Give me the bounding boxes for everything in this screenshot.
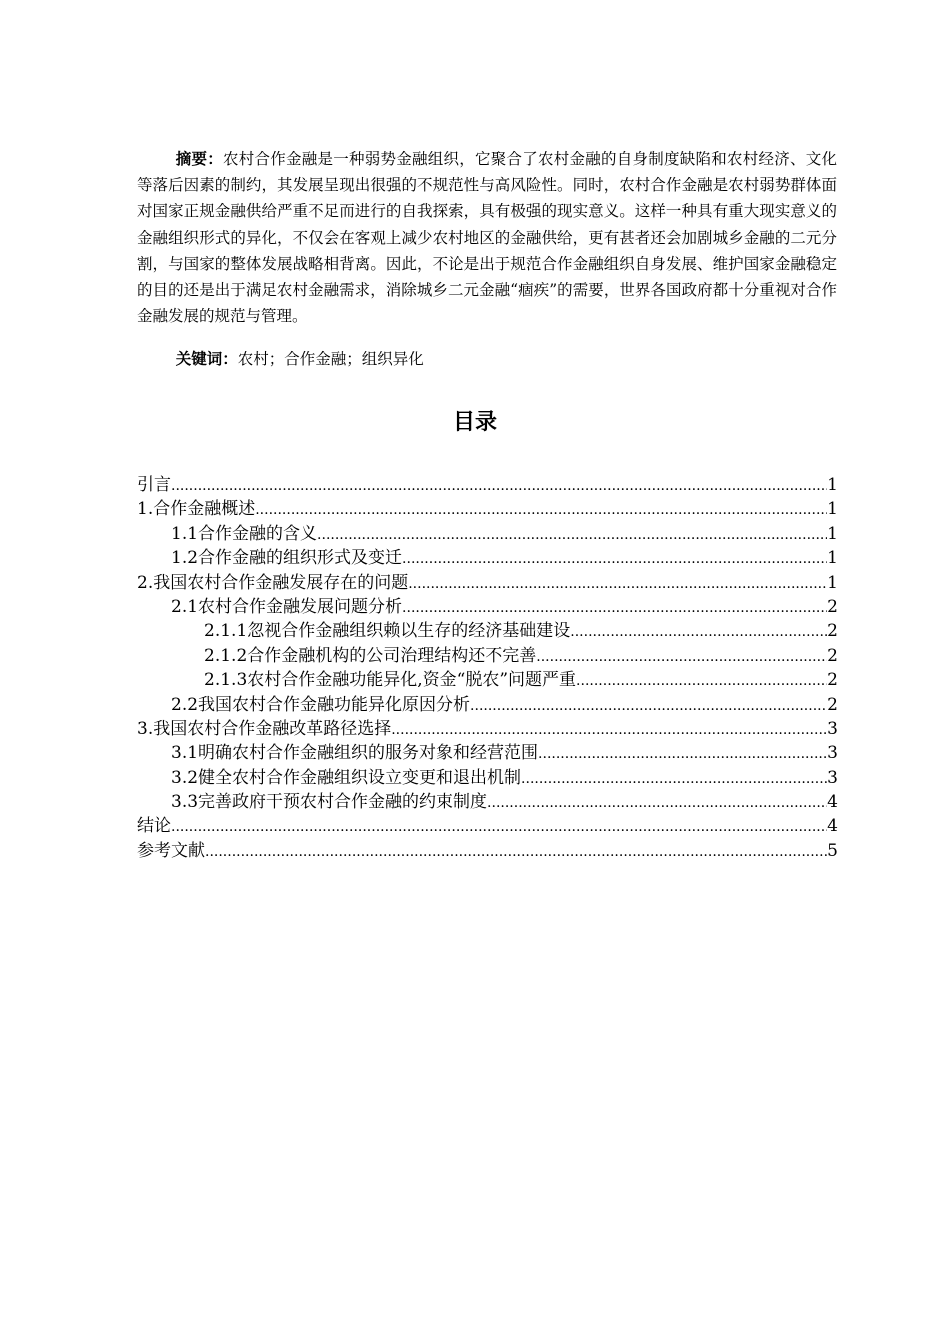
toc-entry-text[interactable]: 结论 <box>137 816 171 837</box>
toc-entry-text[interactable]: 2.1.1忽视合作金融组织赖以生存的经济基础建设 <box>204 621 571 642</box>
toc-entry-text[interactable]: 1.2合作金融的组织形式及变迁 <box>171 548 403 569</box>
abstract-label: 摘要： <box>175 149 223 168</box>
toc-entry-text[interactable]: 1.合作金融概述 <box>137 499 256 520</box>
toc-entry-page: 4 <box>827 816 838 837</box>
toc-leader <box>255 498 827 522</box>
toc-leader <box>205 840 827 864</box>
toc-entry[interactable] <box>137 668 838 692</box>
keywords-text: 农村；合作金融；组织异化 <box>237 350 424 368</box>
toc-entry-text[interactable]: 2.1.3农村合作金融功能异化,资金“脱农”问题严重 <box>204 670 577 691</box>
toc-entry-text[interactable]: 3.2健全农村合作金融组织设立变更和退出机制 <box>171 767 522 788</box>
toc-entry-text[interactable]: 3.3完善政府干预农村合作金融的约束制度 <box>171 792 488 813</box>
toc-leader <box>408 572 827 596</box>
toc-entry-page: 2 <box>827 621 838 642</box>
toc-leader <box>570 620 827 644</box>
toc-entry-text[interactable]: 3.我国农村合作金融改革路径选择 <box>137 718 392 739</box>
toc-leader <box>538 742 827 766</box>
toc-entry[interactable] <box>137 497 838 521</box>
toc-entry[interactable] <box>137 546 838 570</box>
toc-leader <box>470 694 827 718</box>
toc-entry[interactable] <box>137 522 838 546</box>
abstract-text: 农村合作金融是一种弱势金融组织，它聚合了农村金融的自身制度缺陷和农村经济、文化等落后因素的制约，其发展呈现出很强的不规范性与高风险性。同时，农村合作金融是农村弱势群体面对国家正规金融供给严重不足而进行的自我探索，具有极强的现实意义。这样一种具有重大现实意义的金融组织形式的异化，不仅会在客观上减少农村地区的金融供给，更有甚者还会加剧城乡金融的二元分割，与国家的整体发展战略相背离。因此，不论是出于规范合作金融组织自身发展、维护国家金融稳定的目的还是出于满足农村金融需求，消除城乡二元金融“痼疾”的需要，世界各国政府都十分重视对合作金融发展的规范与管理。 <box>137 150 837 326</box>
toc-entry-page: 1 <box>827 475 838 495</box>
toc-entry[interactable] <box>137 644 838 668</box>
toc-entry-page: 2 <box>827 596 838 617</box>
toc-entry[interactable] <box>137 619 838 643</box>
toc-leader <box>391 718 827 742</box>
toc-leader <box>576 669 827 693</box>
toc-entry-page: 1 <box>827 548 838 569</box>
toc-entry[interactable] <box>137 473 838 497</box>
toc-entry[interactable] <box>137 790 838 814</box>
toc-entry[interactable] <box>137 571 838 595</box>
toc-entry-text[interactable]: 3.1明确农村合作金融组织的服务对象和经营范围 <box>171 743 539 764</box>
toc-entry[interactable] <box>137 814 838 838</box>
table-of-contents <box>137 473 838 863</box>
toc-entry-page: 1 <box>827 523 838 544</box>
toc-entry-page: 2 <box>827 645 838 666</box>
toc-entry-page: 2 <box>827 694 838 715</box>
toc-entry[interactable] <box>137 693 838 717</box>
abstract-paragraph <box>137 146 837 329</box>
toc-title: 目录 <box>452 409 497 435</box>
toc-entry-page: 3 <box>827 718 838 739</box>
toc-leader <box>171 815 827 839</box>
toc-leader <box>536 645 827 669</box>
toc-entry-page: 3 <box>827 743 838 764</box>
keywords-line <box>137 346 837 372</box>
toc-entry-page: 1 <box>827 572 838 593</box>
toc-entry[interactable] <box>137 741 838 765</box>
toc-entry[interactable] <box>137 717 838 741</box>
toc-entry-page: 3 <box>827 767 838 788</box>
toc-leader <box>521 767 827 791</box>
toc-entry-page: 2 <box>827 670 838 691</box>
toc-leader <box>171 474 827 498</box>
toc-entry-text[interactable]: 引言 <box>137 475 171 495</box>
toc-leader <box>402 596 827 620</box>
toc-entry-text[interactable]: 2.2我国农村合作金融功能异化原因分析 <box>171 694 471 715</box>
toc-entry-page: 5 <box>827 840 838 861</box>
toc-leader <box>487 791 827 815</box>
toc-entry-text[interactable]: 2.1.2合作金融机构的公司治理结构还不完善 <box>204 645 537 666</box>
toc-entry-text[interactable]: 2.我国农村合作金融发展存在的问题 <box>137 572 409 593</box>
toc-entry-text[interactable]: 2.1农村合作金融发展问题分析 <box>171 596 403 617</box>
toc-leader <box>317 523 827 547</box>
keywords-label: 关键词： <box>175 349 238 368</box>
toc-leader <box>402 547 827 571</box>
toc-entry[interactable] <box>137 595 838 619</box>
toc-entry[interactable] <box>137 766 838 790</box>
toc-entry-page: 4 <box>827 792 838 813</box>
toc-entry-text[interactable]: 1.1合作金融的含义 <box>171 523 318 544</box>
toc-entry-text[interactable]: 参考文献 <box>137 840 205 861</box>
toc-entry[interactable] <box>137 839 838 863</box>
toc-entry-page: 1 <box>827 499 838 520</box>
